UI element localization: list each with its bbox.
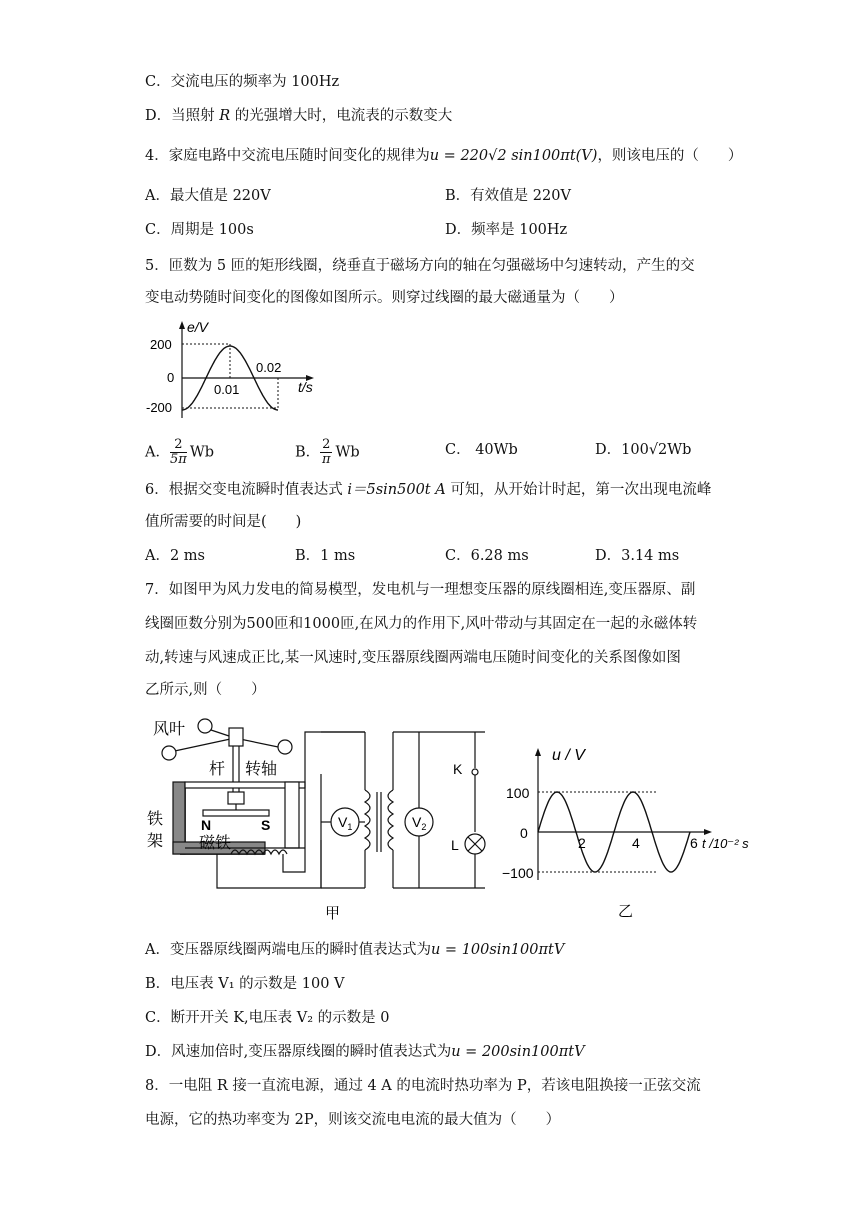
q6-stem-line1: 6．根据交变电流瞬时值表达式 i＝5sin500t A 可知，从开始计时起，第一次出现电流峰	[145, 482, 712, 498]
q7-figure-yi	[500, 740, 770, 922]
voltmeter-v1: $V_1$	[338, 814, 353, 832]
q5-xtick-end: 0.02	[256, 360, 282, 375]
q5-option-a: A． $\frac{2}{5\pi}$ Wb	[145, 437, 214, 467]
voltmeter-v2: $V_2$	[412, 814, 427, 832]
q5-option-c: C． 40Wb	[445, 442, 518, 458]
q4-option-b: B．有效值是 220V	[445, 188, 571, 204]
q5-xtick-mid: 0.01	[214, 382, 240, 397]
label-tie: 铁	[147, 811, 164, 828]
q3-option-d: D．当照射 R 的光强增大时，电流表的示数变大	[145, 108, 453, 124]
label-jia: 架	[147, 833, 164, 850]
label-switch-k: K	[453, 761, 463, 777]
yi-ytick-top: 100	[506, 785, 530, 801]
q7-stem-line4: 乙所示,则（ ）	[145, 682, 266, 698]
label-n-pole: N	[201, 817, 212, 833]
q3-option-c: C．交流电压的频率为 100Hz	[145, 74, 340, 90]
q6-option-a: A．2 ms	[145, 548, 205, 564]
q7-stem-line2: 线圈匝数分别为500匝和1000匝,在风力的作用下,风叶带动与其固定在一起的永磁体转	[145, 616, 698, 632]
q5-ytick-zero: 0	[167, 370, 175, 385]
q6-stem-line2: 值所需要的时间是( )	[145, 514, 302, 530]
q5-ylabel: e/V	[187, 319, 209, 335]
label-citie: 磁铁	[199, 835, 232, 852]
q7-stem-line3: 动,转速与风速成正比,某一风速时,变压器原线圈两端电压随时间变化的关系图像如图	[145, 650, 681, 666]
label-zhuanzhou: 转轴	[245, 761, 278, 778]
label-lamp-l: L	[451, 837, 459, 853]
q7-option-a: A．变压器原线圈两端电压的瞬时值表达式为u = 100sin100πtV	[145, 942, 565, 958]
q8-stem-line1: 8．一电阻 R 接一直流电源，通过 4 A 的电流时热功率为 P，若该电阻换接一正弦交流	[145, 1078, 701, 1094]
q4-option-d: D．频率是 100Hz	[445, 222, 568, 238]
label-s-pole: S	[261, 817, 271, 833]
q6-option-d: D．3.14 ms	[595, 548, 680, 564]
q4-option-c: C．周期是 100s	[145, 222, 254, 238]
q5-emf-graph	[146, 318, 330, 422]
q4-formula: u = 220√2 sin100πt(V)	[429, 148, 598, 164]
q4-stem: 4．家庭电路中交流电压随时间变化的规律为u = 220√2 sin100πt(V)，则该电压的（ ）	[145, 148, 743, 164]
yi-xtick-2: 2	[578, 835, 586, 851]
q7-option-b: B．电压表 V₁ 的示数是 100 V	[145, 976, 345, 992]
q7-figure-jia	[145, 712, 490, 924]
caption-jia: 甲	[325, 905, 341, 922]
yi-ylabel: u / V	[552, 747, 585, 764]
q5-ytick-top: 200	[150, 337, 172, 352]
yi-xlabel: t /10⁻² s	[702, 836, 749, 851]
q5-ytick-bottom: -200	[146, 400, 173, 415]
yi-xtick-6: 6	[690, 835, 698, 851]
q7-option-c: C．断开开关 K,电压表 V₂ 的示数是 0	[145, 1010, 390, 1026]
yi-ytick-zero: 0	[520, 825, 528, 841]
q5-xlabel: t/s	[298, 379, 313, 395]
q5-stem-line2: 变电动势随时间变化的图像如图所示。则穿过线圈的最大磁通量为（ ）	[145, 290, 624, 306]
label-fengye: 风叶	[153, 721, 186, 738]
q5-stem-line1: 5．匝数为 5 匝的矩形线圈，绕垂直于磁场方向的轴在匀强磁场中匀速转动，产生的交	[145, 258, 695, 274]
q7-option-d: D．风速加倍时,变压器原线圈的瞬时值表达式为u = 200sin100πtV	[145, 1044, 585, 1060]
q5-option-b: B． $\frac{2}{\pi}$ Wb	[295, 437, 360, 467]
q5-option-d: D．100√2Wb	[595, 442, 692, 458]
q8-stem-line2: 电源，它的热功率变为 2P，则该交流电电流的最大值为（ ）	[145, 1112, 561, 1128]
yi-ytick-bottom: −100	[502, 865, 534, 881]
label-gan: 杆	[209, 761, 226, 778]
q7-stem-line1: 7．如图甲为风力发电的简易模型，发电机与一理想变压器的原线圈相连,变压器原、副	[145, 582, 696, 598]
q4-option-a: A．最大值是 220V	[145, 188, 271, 204]
caption-yi: 乙	[618, 903, 634, 920]
q6-option-c: C．6.28 ms	[445, 548, 529, 564]
q6-option-b: B．1 ms	[295, 548, 356, 564]
yi-xtick-4: 4	[632, 835, 640, 851]
